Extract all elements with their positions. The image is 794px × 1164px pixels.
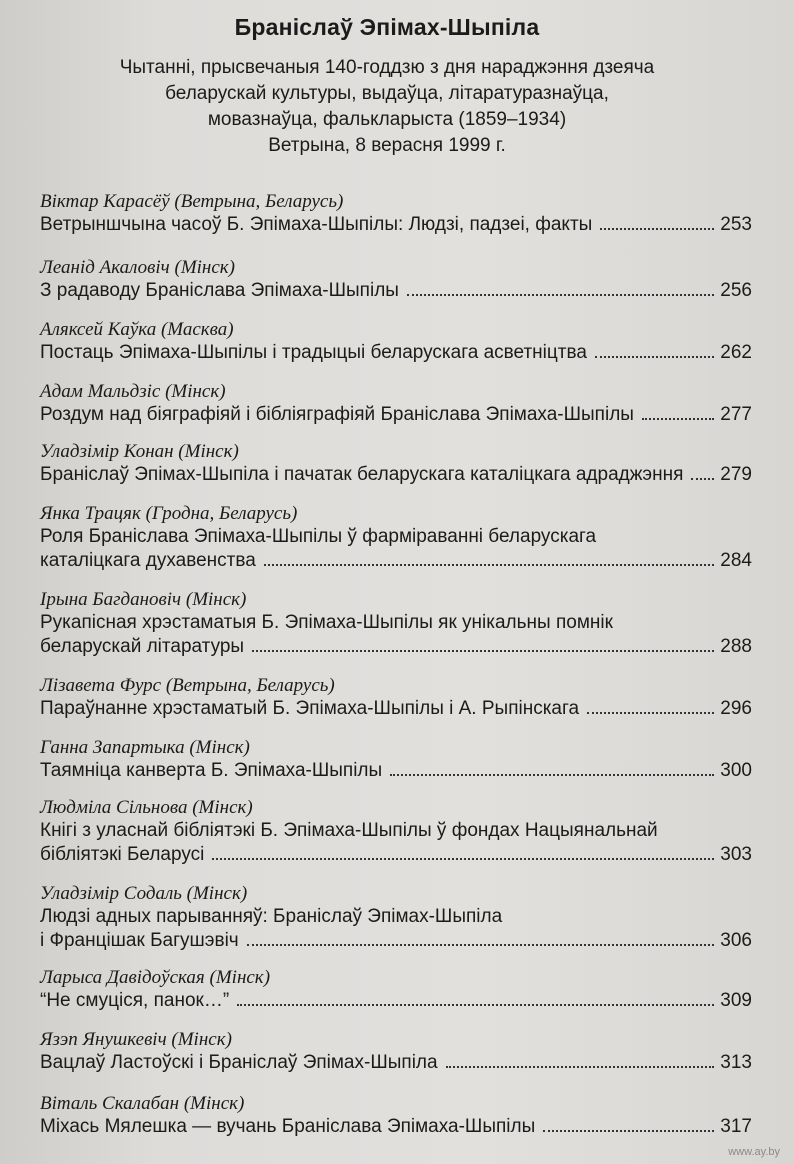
entry-author: Ларыса Давідоўская (Мінск) [40,967,271,988]
entry-title: Роля Браніслава Эпімаха-Шыпілы ў фарміраванні беларускага [40,526,597,547]
entry-title: Таямніца канверта Б. Эпімаха-Шыпілы [40,760,383,781]
contents-entry [40,1028,752,1075]
entry-title-line [40,635,752,659]
contents-entry [40,882,752,953]
entry-title: беларускай літаратуры [40,636,245,657]
entry-title: бібліятэкі Беларусі [40,844,205,865]
entry-author: Язэп Янушкевіч (Мінск) [40,1029,232,1050]
entry-title-line [40,341,752,365]
entry-page-number: 317 [720,1116,752,1137]
entry-title: Параўнанне хрэстаматый Б. Эпімаха-Шыпілы і А. Рыпінскага [40,698,580,719]
entry-title-line [40,525,752,549]
entry-title: каталіцкага духавенства [40,550,256,571]
entry-title: Людзі адных парыванняў: Браніслаў Эпімах-Шыпіла [40,906,503,927]
leader-dots [390,773,714,776]
entry-author: Віктар Карасёў (Ветрына, Беларусь) [40,191,344,212]
leader-dots [595,355,714,358]
contents-entry [40,440,752,487]
entry-title-line [40,819,752,843]
entry-title-line [40,1115,752,1139]
contents-entry [40,796,752,867]
contents-entry [40,1092,752,1139]
entry-title-line [40,403,752,427]
entry-title: Роздум над біяграфіяй і бібліяграфіяй Браніслава Эпімаха-Шыпілы [40,404,634,425]
leader-dots [252,649,714,652]
entry-author: Янка Трацяк (Гродна, Беларусь) [40,503,298,524]
entry-title-line [40,463,752,487]
entry-page-number: 253 [720,214,752,235]
entry-title: Ветрыншчына часоў Б. Эпімаха-Шыпілы: Людзі, падзеі, факты [40,214,593,235]
entry-title-line [40,279,752,303]
contents-entry [40,318,752,365]
entry-author: Адам Мальдзіс (Мінск) [40,381,226,402]
subtitle-line: мовазнаўца, фалькларыста (1859–1934) [207,109,567,130]
entry-page-number: 277 [720,404,752,425]
subtitle-line: Чытанні, прысвечаныя 140-годдзю з дня нараджэння дзеяча [119,57,655,78]
leader-dots [600,227,714,230]
section-header [0,14,794,159]
leader-dots [543,1129,714,1132]
contents-entry [40,674,752,721]
entry-page-number: 256 [720,280,752,301]
entry-page-number: 288 [720,636,752,657]
entry-author: Уладзімір Конан (Мінск) [40,441,239,462]
entry-page-number: 296 [720,698,752,719]
entry-page-number: 300 [720,760,752,781]
section-subtitle [0,55,794,159]
entry-author: Лізавета Фурс (Ветрына, Беларусь) [40,675,335,696]
entry-title-line [40,549,752,573]
entry-author: Уладзімір Содаль (Мінск) [40,883,248,904]
entry-title: Рукапісная хрэстаматыя Б. Эпімаха-Шыпілы як унікальны помнік [40,612,613,633]
entry-title-line [40,213,752,237]
entry-title: Постаць Эпімаха-Шыпілы і традыцыі беларускага асветніцтва [40,342,587,363]
entry-title-line [40,843,752,867]
entry-page-number: 309 [720,990,752,1011]
leader-dots [264,563,714,566]
entry-title-line [40,697,752,721]
leader-dots [446,1065,715,1068]
entry-title: і Францішак Багушэвіч [40,930,239,951]
entry-title-line [40,989,752,1013]
leader-dots [247,943,715,946]
entry-title-line [40,611,752,635]
contents-entry [40,190,752,237]
subtitle-line: беларускай культуры, выдаўца, літаратуразнаўца, [165,83,609,104]
entry-author: Віталь Скалабан (Мінск) [40,1093,245,1114]
leader-dots [691,477,714,480]
entry-title: Вацлаў Ластоўскі і Браніслаў Эпімах-Шыпіла [40,1052,438,1073]
entry-page-number: 284 [720,550,752,571]
subtitle-line: Ветрына, 8 верасня 1999 г. [268,135,506,156]
entry-author: Ірына Багдановіч (Мінск) [40,589,247,610]
entry-title: Браніслаў Эпімах-Шыпіла і пачатак беларускага каталіцкага адраджэння [40,464,684,485]
leader-dots [642,417,714,420]
entry-author: Аляксей Каўка (Масква) [40,319,234,340]
watermark: www.ay.by [728,1146,780,1158]
entry-title: Міхась Мялешка — вучань Браніслава Эпімаха-Шыпілы [40,1116,536,1137]
leader-dots [587,711,714,714]
entry-page-number: 279 [720,464,752,485]
entry-title-line [40,759,752,783]
entry-page-number: 313 [720,1052,752,1073]
contents-entry [40,502,752,573]
entry-page-number: 262 [720,342,752,363]
contents-entry [40,588,752,659]
contents-entry [40,256,752,303]
entry-title-line [40,905,752,929]
leader-dots [212,857,714,860]
entry-author: Ганна Запартыка (Мінск) [40,737,250,758]
entry-title-line [40,1051,752,1075]
section-title: Браніслаў Эпімах-Шыпіла [234,14,540,40]
contents-entry [40,736,752,783]
entry-author: Людміла Сільнова (Мінск) [40,797,253,818]
contents-entry [40,380,752,427]
contents-entry [40,966,752,1013]
entry-title: Кнігі з уласнай бібліятэкі Б. Эпімаха-Шыпілы ў фондах Нацыянальнай [40,820,658,841]
leader-dots [407,293,714,296]
entry-title: З радаводу Браніслава Эпімаха-Шыпілы [40,280,399,301]
entry-title: “Не смуціся, панок…” [40,990,230,1011]
entry-page-number: 306 [720,930,752,951]
entry-page-number: 303 [720,844,752,865]
entry-title-line [40,929,752,953]
entry-author: Леанід Акаловіч (Мінск) [40,257,236,278]
leader-dots [237,1003,714,1006]
